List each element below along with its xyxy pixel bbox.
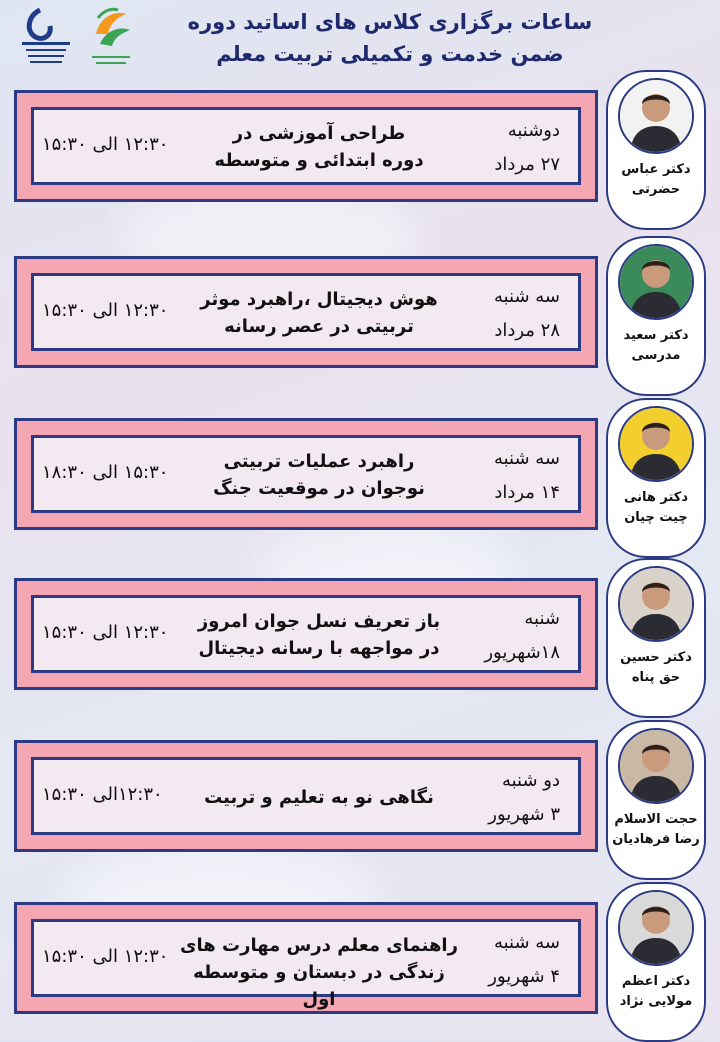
lecturer-profile [606, 236, 706, 396]
session-day: سه شنبه [493, 286, 560, 307]
session-row [0, 902, 720, 1042]
lecturer-name-line-2: چیت چیان [624, 510, 688, 525]
lecturer-avatar [618, 566, 694, 642]
session-date: ۱۴ مرداد [494, 482, 560, 503]
person-icon [620, 568, 692, 640]
title-line-2: ضمن خدمت و تکمیلی تربیت معلم [216, 42, 564, 66]
session-time: ۱۲:۳۰ الی ۱۵:۳۰ [42, 134, 169, 155]
session-time: ۱۲:۳۰الی ۱۵:۳۰ [42, 784, 163, 805]
lecturer-name [608, 160, 704, 200]
topic-line-1: باز تعریف نسل جوان امروز [197, 611, 441, 632]
ministry-logo [18, 6, 74, 68]
page-title [170, 6, 610, 70]
school-network-logo [86, 4, 136, 74]
lecturer-profile [606, 70, 706, 230]
session-day: دو شنبه [501, 770, 560, 791]
lecturer-name [608, 972, 704, 1012]
person-icon [620, 80, 692, 152]
person-icon [620, 246, 692, 318]
session-day: شنبه [524, 608, 560, 629]
lecturer-name-line-1: دکتر هانی [623, 490, 689, 505]
lecturer-name-line-2: مولایی نژاد [619, 994, 693, 1009]
lecturer-profile [606, 882, 706, 1042]
lecturer-name [608, 326, 704, 366]
topic-line-1: نگاهی نو به تعلیم و تربیت [204, 787, 434, 808]
session-topic [174, 448, 464, 502]
lecturer-name [608, 648, 704, 688]
lecturer-avatar [618, 728, 694, 804]
session-time: ۱۲:۳۰ الی ۱۵:۳۰ [42, 300, 169, 321]
person-icon [620, 408, 692, 480]
lecturer-name-line-2: حق پناه [631, 670, 681, 685]
session-topic [174, 286, 464, 340]
topic-line-1: هوش دیجیتال ،راهبرد موثر [200, 289, 438, 310]
session-row [0, 740, 720, 880]
topic-line-1: راهنمای معلم درس مهارت های [180, 935, 458, 956]
session-date: ۲۷ مرداد [494, 154, 560, 175]
lecturer-name-line-2: رضا فرهادیان [612, 832, 700, 847]
person-icon [620, 730, 692, 802]
lecturer-name-line-1: دکتر اعظم [621, 974, 691, 989]
lecturer-name [608, 488, 704, 528]
lecturer-avatar [618, 890, 694, 966]
session-day: سه شنبه [493, 448, 560, 469]
session-card-inner [31, 273, 581, 351]
lecturer-avatar [618, 244, 694, 320]
topic-line-2: در مواجهه با رسانه دیجیتال [198, 638, 440, 659]
session-date: ۱۸شهریور [484, 642, 560, 663]
session-time: ۱۵:۳۰ الی ۱۸:۳۰ [42, 462, 169, 483]
lecturer-name-line-1: حجت الاسلام [614, 812, 698, 827]
session-row [0, 578, 720, 718]
session-date: ۴ شهریور [488, 966, 560, 987]
lecturer-name [608, 810, 704, 850]
session-card [14, 578, 598, 690]
session-card-inner [31, 107, 581, 185]
session-card [14, 418, 598, 530]
session-card-inner [31, 919, 581, 1010]
session-row [0, 256, 720, 396]
title-line-1: ساعات برگزاری کلاس های اساتید دوره [187, 10, 593, 34]
session-date: ۲۸ مرداد [494, 320, 560, 341]
session-card [14, 90, 598, 202]
session-time: ۱۲:۳۰ الی ۱۵:۳۰ [42, 946, 169, 967]
session-card-inner [31, 757, 581, 835]
session-topic [174, 608, 464, 662]
session-card-inner [31, 595, 581, 673]
lecturer-profile [606, 398, 706, 558]
session-card [14, 902, 598, 1014]
topic-line-2: نوجوان در موقعیت جنگ [213, 478, 425, 499]
session-card-inner [31, 435, 581, 513]
session-topic [174, 120, 464, 174]
lecturer-profile [606, 558, 706, 718]
topic-line-2: زندگی در دبستان و متوسطه اول [193, 962, 445, 1010]
topic-line-2: دوره ابتدائی و متوسطه [214, 150, 424, 171]
session-topic [174, 784, 464, 811]
person-icon [620, 892, 692, 964]
session-row [0, 90, 720, 230]
topic-line-1: راهبرد عملیات تربیتی [223, 451, 415, 472]
session-row [0, 418, 720, 558]
lecturer-name-line-1: دکتر سعید [623, 328, 689, 343]
session-date: ۳ شهریور [488, 804, 560, 825]
lecturer-name-line-2: حضرتی [631, 182, 681, 197]
lecturer-name-line-1: دکتر حسین [620, 650, 692, 665]
topic-line-1: طراحی آموزشی در [232, 123, 406, 144]
lecturer-name-line-1: دکتر عباس [621, 162, 691, 177]
lecturer-avatar [618, 406, 694, 482]
lecturer-name-line-2: مدرسی [631, 348, 681, 363]
session-card [14, 740, 598, 852]
lecturer-profile [606, 720, 706, 880]
session-day: سه شنبه [493, 932, 560, 953]
session-topic [174, 932, 464, 1013]
session-card [14, 256, 598, 368]
header [0, 0, 720, 82]
topic-line-2: تربیتی در عصر رسانه [224, 316, 414, 337]
lecturer-avatar [618, 78, 694, 154]
session-time: ۱۲:۳۰ الی ۱۵:۳۰ [42, 622, 169, 643]
session-day: دوشنبه [507, 120, 560, 141]
